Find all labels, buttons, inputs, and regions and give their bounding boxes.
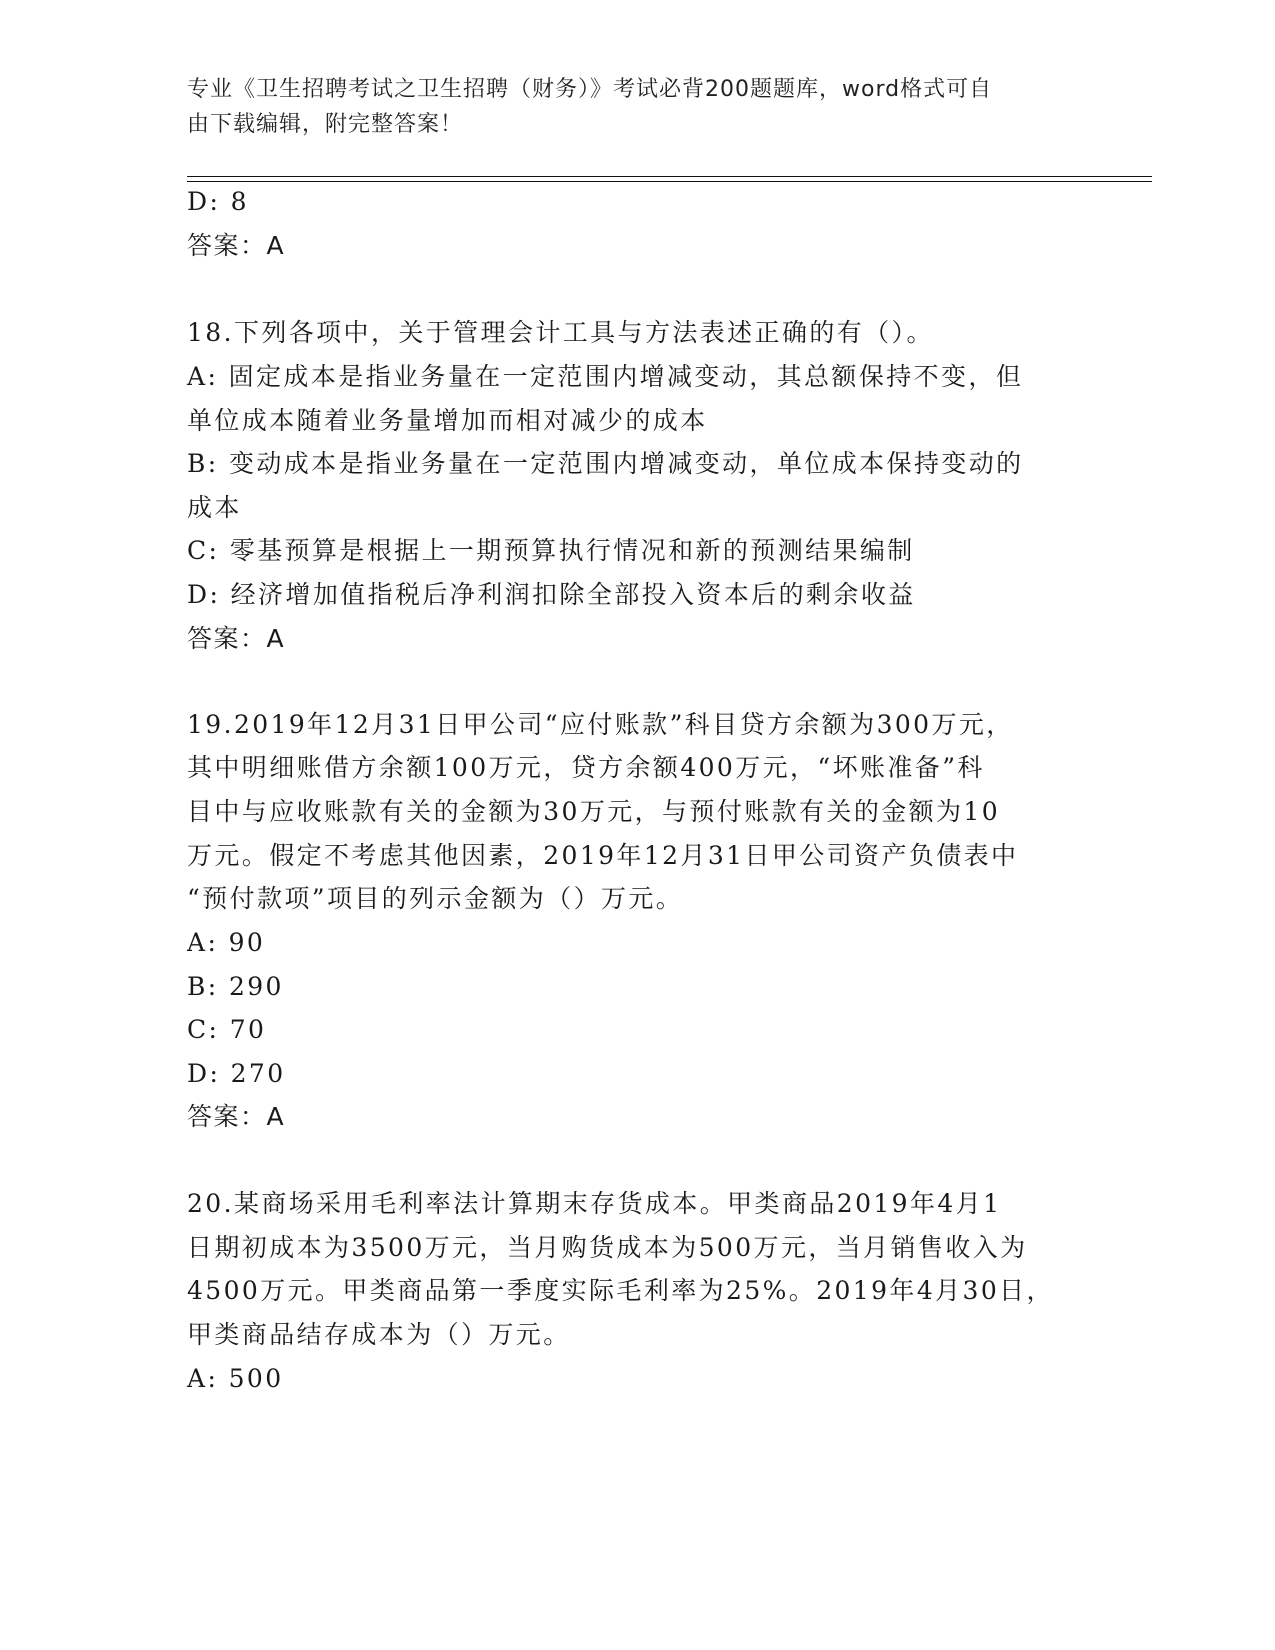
answer-line: 答案：A <box>187 231 286 260</box>
option-line: A: 500 <box>187 1364 284 1393</box>
question-line: 目中与应收账款有关的金额为30万元，与预付账款有关的金额为10 <box>187 797 1001 826</box>
question-line: 4500万元。甲类商品第一季度实际毛利率为25%。2019年4月30日， <box>187 1276 1054 1305</box>
question-line: 其中明细账借方余额100万元，贷方余额400万元，“坏账准备”科 <box>187 753 985 782</box>
option-line: D: 270 <box>187 1059 286 1088</box>
option-line: C: 70 <box>187 1015 267 1044</box>
question-line: 20.某商场采用毛利率法计算期末存货成本。甲类商品2019年4月1 <box>187 1189 1002 1218</box>
question-line: “预付款项”项目的列示金额为（）万元。 <box>187 884 684 913</box>
option-line: B: 290 <box>187 972 284 1001</box>
header-line-2: 由下载编辑，附完整答案！ <box>187 112 464 137</box>
header-divider-bottom <box>187 181 1152 182</box>
option-line: A: 固定成本是指业务量在一定范围内增减变动，其总额保持不变，但 <box>187 362 1024 391</box>
question-line: 18.下列各项中，关于管理会计工具与方法表述正确的有（）。 <box>187 318 934 347</box>
option-line: B: 变动成本是指业务量在一定范围内增减变动，单位成本保持变动的 <box>187 449 1024 478</box>
option-line: A: 90 <box>187 928 266 957</box>
option-continuation-line: 单位成本随着业务量增加而相对减少的成本 <box>187 406 708 435</box>
question-line: 日期初成本为3500万元，当月购货成本为500万元，当月销售收入为 <box>187 1233 1028 1262</box>
document-header <box>187 72 1067 142</box>
answer-line: 答案：A <box>187 1102 286 1131</box>
header-divider-top <box>187 176 1152 177</box>
option-line: D: 经济增加值指税后净利润扣除全部投入资本后的剩余收益 <box>187 580 916 609</box>
option-line: C: 零基预算是根据上一期预算执行情况和新的预测结果编制 <box>187 536 915 565</box>
option-line: D: 8 <box>187 187 249 216</box>
question-line: 甲类商品结存成本为（）万元。 <box>187 1320 571 1349</box>
question-line: 19.2019年12月31日甲公司“应付账款”科目贷方余额为300万元， <box>187 710 1014 739</box>
header-line-1: 专业《卫生招聘考试之卫生招聘（财务）》考试必背200题题库，word格式可自 <box>187 77 993 102</box>
option-continuation-line: 成本 <box>187 493 242 522</box>
question-line: 万元。假定不考虑其他因素，2019年12月31日甲公司资产负债表中 <box>187 841 1019 870</box>
answer-line: 答案：A <box>187 624 286 653</box>
